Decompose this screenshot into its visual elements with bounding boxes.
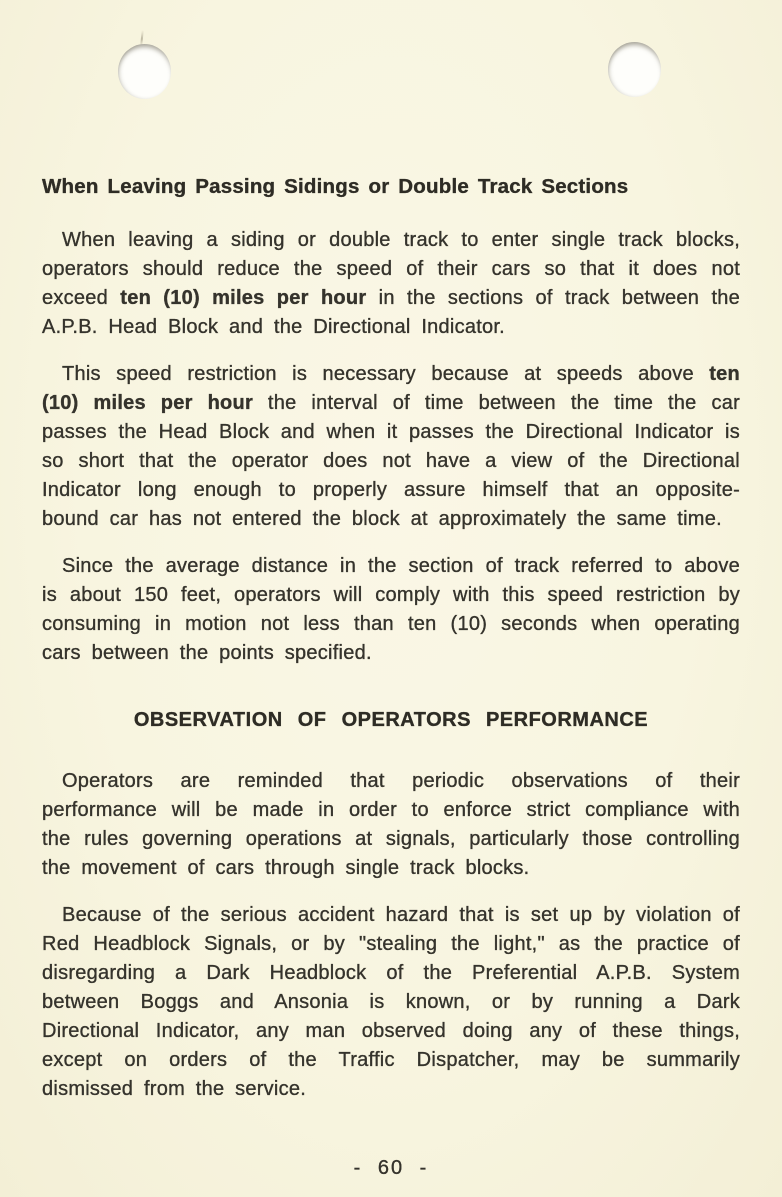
paragraph-run: Because of the serious accident hazard that is set up by violation of Red Headblock Signals, or by "stealing the light," as the practice of disregarding a Dark Headblock of the Preferential A.P.B. System between Boggs and Ansonia is known, or by running a Dark Directional Indicator, any man observed doing any of these things, except on orders of the Traffic Dispatcher, may be summarily dismissed from the service.	[42, 904, 740, 1100]
paragraph	[42, 767, 740, 883]
paragraph-run: in the sections of track between the A.P.B. Head Block and the Directional Indicator.	[42, 287, 741, 338]
punch-hole-right	[608, 42, 661, 97]
paragraph	[42, 901, 740, 1104]
paragraph	[42, 552, 740, 668]
paragraph-run: Operators are reminded that periodic observations of their performance will be made in order to enforce strict compliance with the rules governing operations at signals, particularly those controlling the movement of cars through single track blocks.	[42, 770, 740, 879]
page-text-block	[42, 172, 740, 1104]
paragraph-run: Since the average distance in the section of track referred to above is about 150 feet, operators will comply with this speed restriction by consuming in motion not less than ten (10) seconds when operating cars between the points specified.	[42, 555, 740, 664]
paragraph-run: This speed restriction is necessary because at speeds above	[62, 363, 710, 385]
punch-hole-left	[118, 44, 171, 99]
section-heading-leaving-sidings: When Leaving Passing Sidings or Double Track Sections	[42, 175, 629, 198]
page-number: - 60 -	[353, 1157, 429, 1179]
scan-artifact	[140, 30, 144, 45]
section-heading-observation-performance: OBSERVATION OF OPERATORS PERFORMANCE	[133, 709, 649, 731]
paragraph-run: When leaving a siding or double track to enter single track blocks, operators should reduce the speed of their cars so that it does not exceed	[42, 229, 740, 309]
paragraph	[42, 226, 740, 342]
paragraph	[42, 360, 740, 534]
speed-limit-emphasis: ten (10) miles per hour	[42, 363, 740, 414]
paragraph-run: the interval of time between the time the car passes the Head Block and when it passes the Directional Indicator is so short that the operator does not have a view of the Directional Indicator long enough to properly assure himself that an opposite-bound car has not entered the block at approximately the same time.	[42, 392, 740, 530]
speed-limit-emphasis: ten (10) miles per hour	[120, 287, 367, 309]
